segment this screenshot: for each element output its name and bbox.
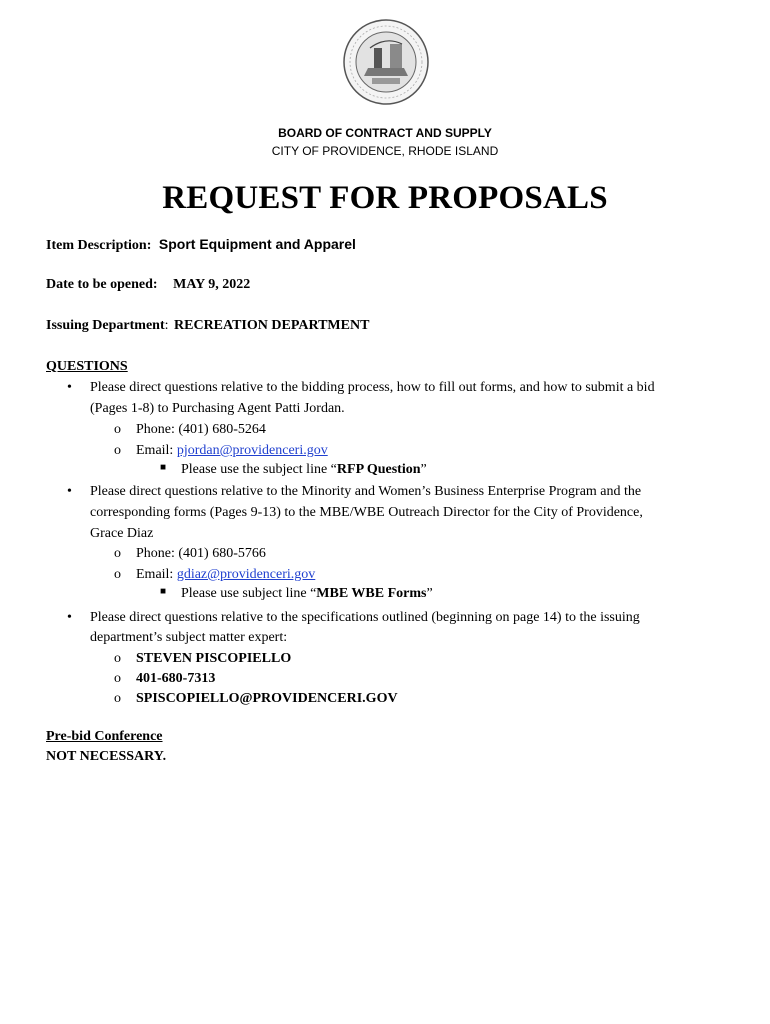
q2-line3: Grace Diaz: [90, 526, 154, 541]
prebid-value: NOT NECESSARY.: [46, 749, 167, 764]
city-seal: [342, 18, 430, 106]
circle-bullet-icon: o: [114, 671, 121, 686]
bullet-icon: •: [67, 610, 72, 625]
date-opened-label: Date to be opened:: [46, 277, 158, 292]
q2-subject-post: ”: [426, 586, 433, 601]
square-bullet-icon: ■: [160, 462, 167, 473]
q2-line2: corresponding forms (Pages 9-13) to the MBE/WBE Outreach Director for the City of Providence,: [90, 505, 643, 520]
q3-email: SPISCOPIELLO@PROVIDENCERI.GOV: [136, 691, 398, 706]
board-heading: BOARD OF CONTRACT AND SUPPLY: [278, 126, 492, 140]
issuing-department-value: RECREATION DEPARTMENT: [174, 318, 370, 333]
q1-email-label: Email:: [136, 443, 177, 458]
q1-subject-pre: Please use the subject line “: [181, 462, 337, 477]
q3-line1: Please direct questions relative to the specifications outlined (beginning on page 14) to the issuing: [90, 610, 640, 625]
item-description-label: Item Description:: [46, 238, 152, 253]
q2-email-row: [136, 567, 315, 583]
date-opened-value: MAY 9, 2022: [173, 277, 251, 292]
q1-email-row: [136, 443, 328, 459]
q2-subject-pre: Please use subject line “: [181, 586, 317, 601]
q1-line1: Please direct questions relative to the bidding process, how to fill out forms, and how to submit a bid: [90, 380, 655, 395]
q2-phone: Phone: (401) 680-5766: [136, 546, 266, 561]
item-description-row: [46, 236, 356, 254]
q2-email-link[interactable]: gdiaz@providenceri.gov: [176, 567, 316, 582]
circle-bullet-icon: o: [114, 567, 121, 582]
q3-line2: department’s subject matter expert:: [90, 630, 288, 645]
prebid-heading: Pre-bid Conference: [46, 729, 163, 744]
circle-bullet-icon: o: [114, 651, 121, 666]
q1-subject-row: [181, 462, 427, 478]
q1-email-link[interactable]: pjordan@providenceri.gov: [176, 443, 328, 458]
circle-bullet-icon: o: [114, 422, 121, 437]
issuing-department-colon: :: [164, 318, 169, 333]
q1-phone: Phone: (401) 680-5264: [136, 422, 266, 437]
q2-email-label: Email:: [136, 567, 177, 582]
q1-subject-post: ”: [420, 462, 427, 477]
q3-phone: 401-680-7313: [136, 671, 216, 686]
item-description-value: Sport Equipment and Apparel: [158, 236, 356, 252]
q3-name: STEVEN PISCOPIELLO: [136, 651, 292, 666]
issuing-department-label: Issuing Department: [46, 318, 165, 333]
issuing-department-row: [46, 318, 369, 334]
q1-subject: RFP Question: [336, 462, 421, 477]
bullet-icon: •: [67, 380, 72, 395]
circle-bullet-icon: o: [114, 546, 121, 561]
page-title: REQUEST FOR PROPOSALS: [162, 180, 608, 216]
date-opened-row: [46, 277, 250, 293]
q1-line2: (Pages 1-8) to Purchasing Agent Patti Jordan.: [90, 401, 345, 416]
q2-line1: Please direct questions relative to the Minority and Women’s Business Enterprise Program and the: [90, 484, 642, 499]
circle-bullet-icon: o: [114, 443, 121, 458]
bullet-icon: •: [67, 484, 72, 499]
q2-subject: MBE WBE Forms: [316, 586, 427, 601]
questions-heading: QUESTIONS: [46, 359, 128, 374]
q2-subject-row: [181, 586, 433, 602]
circle-bullet-icon: o: [114, 691, 121, 706]
square-bullet-icon: ■: [160, 586, 167, 597]
city-heading: CITY OF PROVIDENCE, RHODE ISLAND: [271, 144, 499, 158]
